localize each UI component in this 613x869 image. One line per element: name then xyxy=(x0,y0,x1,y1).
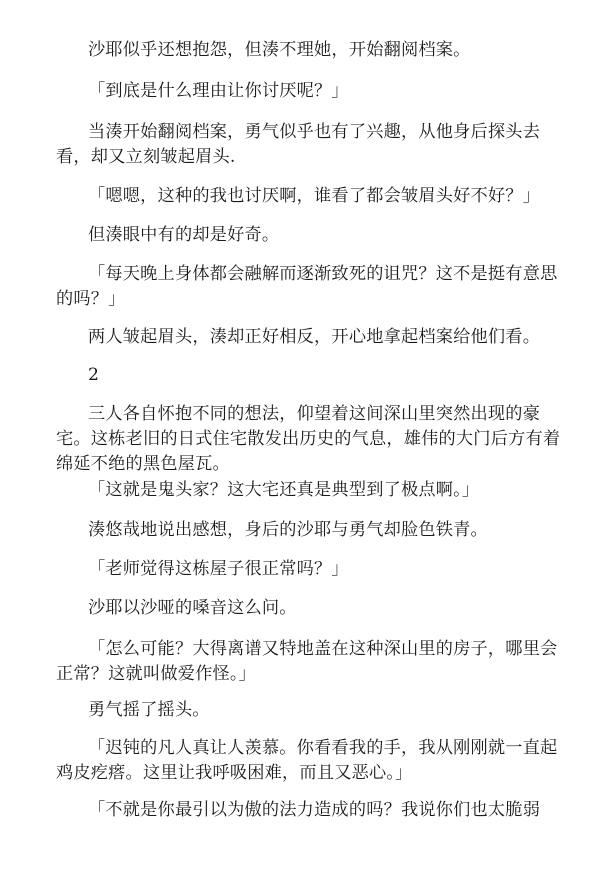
paragraph: 「每天晚上身体都会融解而逐渐致死的诅咒？这不是挺有意思的吗？」 xyxy=(56,264,558,309)
paragraph: 「老师觉得这栋屋子很正常吗？」 xyxy=(88,559,349,579)
paragraph: 湊悠哉地说出感想，身后的沙耶与勇气却脸色铁青。 xyxy=(88,520,488,540)
paragraph: 勇气摇了摇头。 xyxy=(88,700,210,720)
paragraph: 沙耶以沙哑的嗓音这么问。 xyxy=(88,598,297,618)
paragraph: 当湊开始翻阅档案，勇气似乎也有了兴趣，从他身后探头去看，却又立刻皱起眉头. xyxy=(56,122,541,167)
paragraph: 「嗯嗯，这种的我也讨厌啊，谁看了都会皱眉头好不好？」 xyxy=(88,186,541,206)
paragraph: 「到底是什么理由让你讨厌呢？」 xyxy=(88,81,349,101)
section-number: 2 xyxy=(88,365,100,385)
paragraph: 「迟钝的凡人真让人羡慕。你看看我的手，我从刚刚就一直起鸡皮疙瘩。这里让我呼吸困难，而且又恶心。」 xyxy=(56,738,558,783)
paragraph: 两人皱起眉头，湊却正好相反，开心地拿起档案给他们看。 xyxy=(88,327,541,347)
paragraph: 「这就是鬼头家？这大宅还真是典型到了极点啊。」 xyxy=(88,480,480,500)
paragraph: 但湊眼中有的却是好奇。 xyxy=(88,225,280,245)
paragraph: 三人各自怀抱不同的想法，仰望着这间深山里突然出现的豪宅。这栋老旧的日式住宅散发出历史的气息，雄伟的大门后方有着绵延不绝的黑色屋瓦。 xyxy=(56,404,561,474)
paragraph: 「不就是你最引以为傲的法力造成的吗？我说你们也太脆弱 xyxy=(88,800,541,820)
paragraph: 沙耶似乎还想抱怨，但湊不理她，开始翻阅档案。 xyxy=(88,40,471,60)
paragraph: 「怎么可能？大得离谱又特地盖在这种深山里的房子，哪里会正常？这就叫做爱作怪。」 xyxy=(56,639,558,684)
